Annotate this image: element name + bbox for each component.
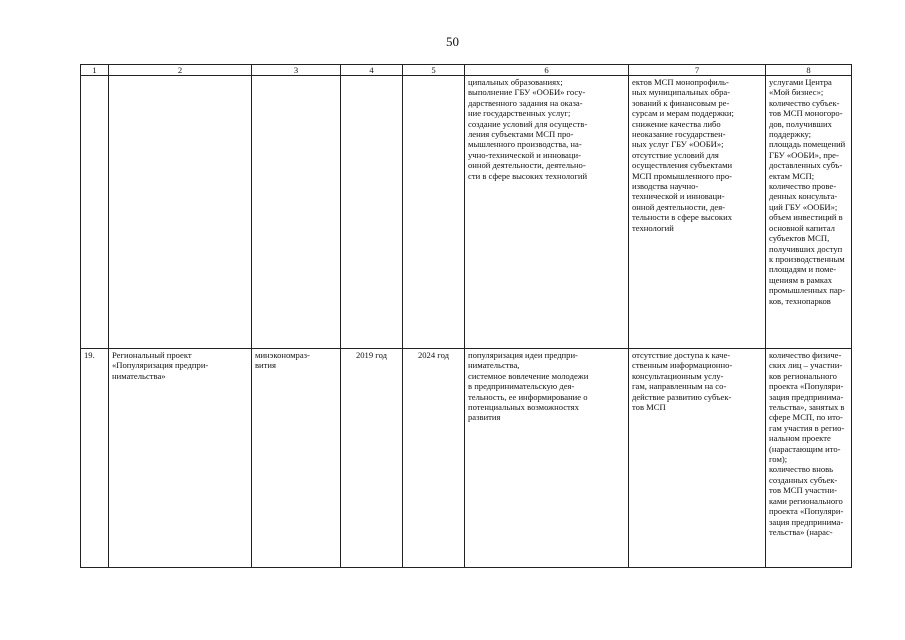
executor-cell [252,76,341,349]
column-number: 2 [109,65,252,76]
indicators-cell: количество физиче- ских лиц – участни- ков регионального проекта «Популяри- зация предпринима- тельства», занятых в сфере МСП, по ито- гам участия в регио- нальном проекте (нарастающим ито- гом); количество вновь созданных субъек- тов МСП участни- ками регионального проекта «Популяри- зация предпринима- тельства» (нарас- [766,349,852,568]
risks-cell: ектов МСП монопрофиль- ных муниципальных обра- зований к финансовым ре- сурсам и мерам поддержки; снижение качества либо неоказание государствен- ных услуг ГБУ «ООБИ»; отсутствие условий для осуществления субъектами МСП промышленного про- изводства научно- технической и инноваци- онной деятельности, дея- тельности в сфере высоких технологий [629,76,766,349]
start-year-cell: 2019 год [341,349,403,568]
program-table [80,64,852,568]
column-number: 8 [766,65,852,76]
indicators-cell: услугами Центра «Мой бизнес»; количество субъек- тов МСП моногоро- дов, получивших поддержку; площадь помещений ГБУ «ООБИ», пре- доставленных субъ- ектам МСП; количество прове- денных консульта- ций ГБУ «ООБИ»; объем инвестиций в основной капитал субъектов МСП, получивших доступ к производственным площадям и поме- щениям в рамках промышленных пар- ков, технопарков [766,76,852,349]
start-year-cell [341,76,403,349]
executor-cell: минэкономраз- вития [252,349,341,568]
results-cell: популяризация идеи предпри- нимательства, системное вовлечение молодежи в предпринимательскую дея- тельность, ее информирование о потенциальных возможностях развития [465,349,629,568]
table-row [81,349,852,568]
column-number: 6 [465,65,629,76]
column-number: 4 [341,65,403,76]
results-cell: ципальных образованиях; выполнение ГБУ «ООБИ» госу- дарственного задания на оказа- ние государственных услуг; создание условий для осуществ- ления субъектами МСП про- мышленного производства, на- учно-технической и инноваци- онной деятельности, деятельно- сти в сфере высоких технологий [465,76,629,349]
project-name-cell: Региональный проект «Популяризация предпри- нимательства» [109,349,252,568]
column-number: 5 [403,65,465,76]
column-number: 7 [629,65,766,76]
row-number-cell [81,76,109,349]
page-number: 50 [446,34,459,49]
column-number: 1 [81,65,109,76]
column-number: 3 [252,65,341,76]
end-year-cell: 2024 год [403,349,465,568]
risks-cell: отсутствие доступа к каче- ственным информационно- консультационным услу- гам, направленным на со- действие развитию субъек- тов МСП [629,349,766,568]
row-number-cell: 19. [81,349,109,568]
project-name-cell [109,76,252,349]
column-number-row [81,65,852,76]
end-year-cell [403,76,465,349]
table-row [81,76,852,349]
